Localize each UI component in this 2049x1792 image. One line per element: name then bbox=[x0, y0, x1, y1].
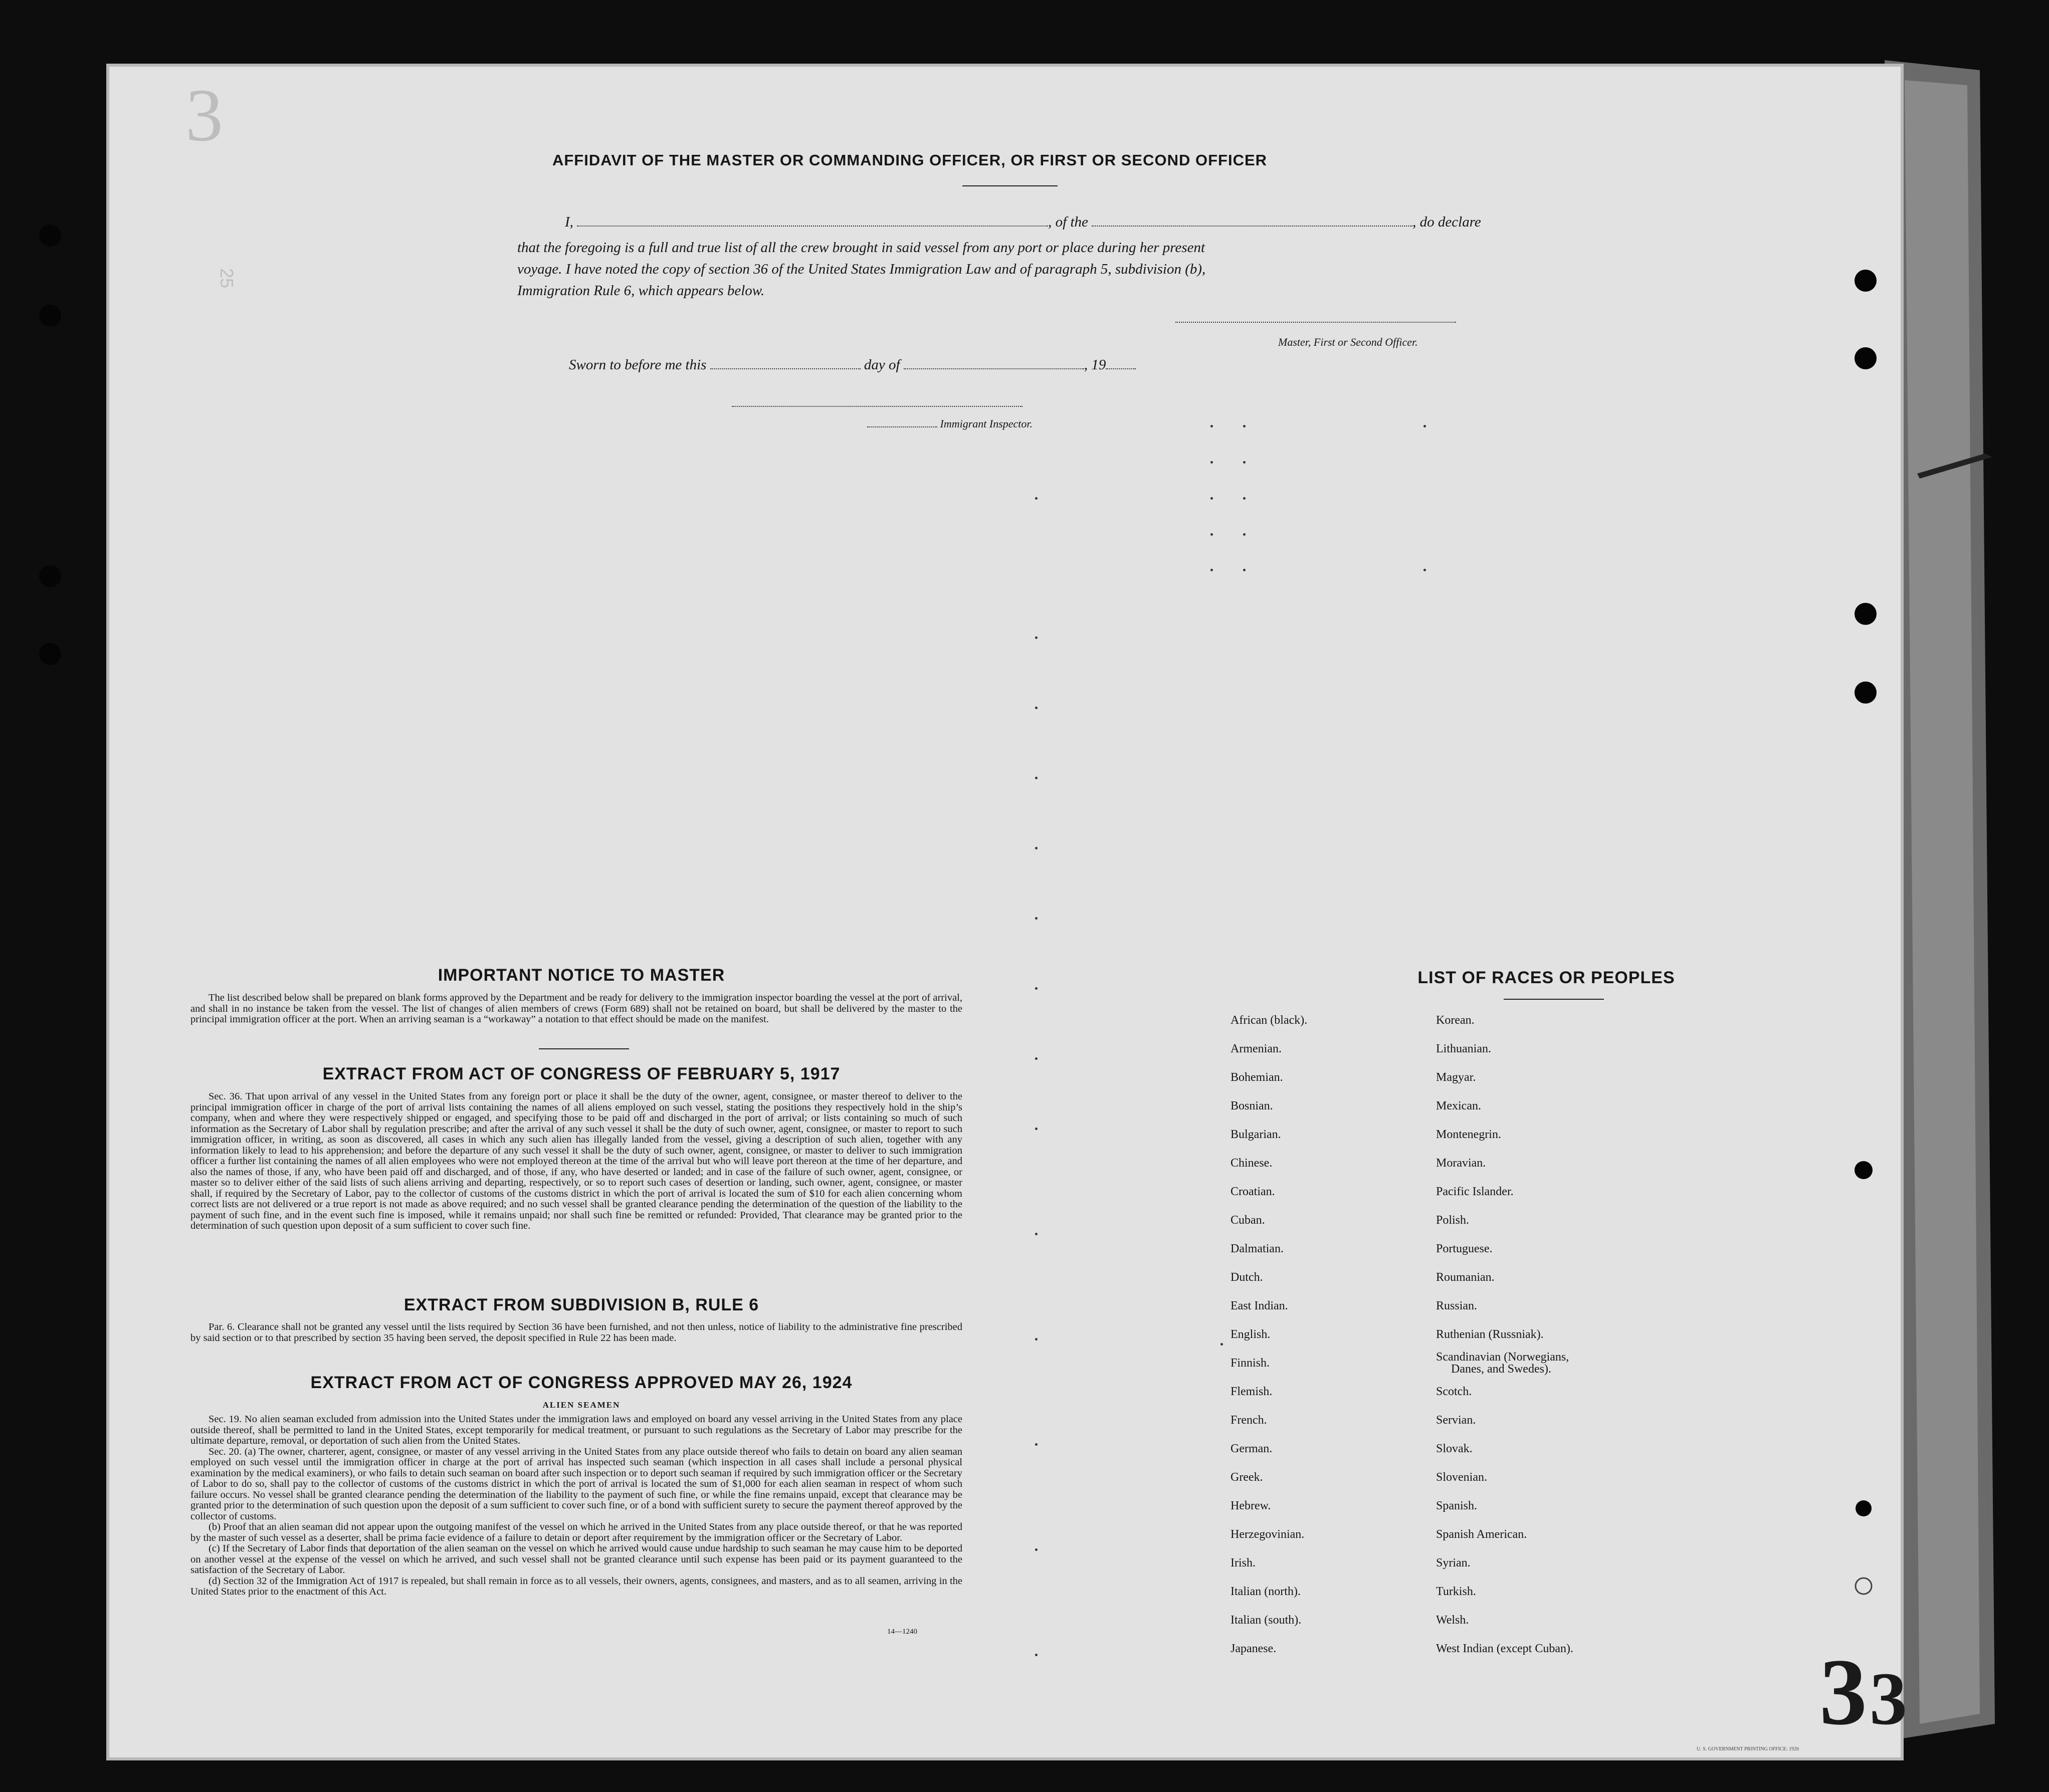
notice-paragraph: The list described below shall be prepared on blank forms approved by the Department and be ready for delivery to the immigration inspector boarding the vessel at the port of arrival, and shall in no instance be taken from the vessel. The list of changes of alien members of crews (Form 689) shall not be retained on board, but shall be delivered by the master to the principal immigration officer at the port. When an arriving seaman is a “workaway” a notation to that effect should be made on the manifest. bbox=[190, 992, 962, 1025]
extract-1917-title: EXTRACT FROM ACT OF CONGRESS OF FEBRUARY 5, 1917 bbox=[322, 1064, 841, 1083]
race-item: Flemish. bbox=[1231, 1385, 1273, 1398]
race-item: Italian (south). bbox=[1231, 1614, 1302, 1627]
race-item: Welsh. bbox=[1436, 1614, 1469, 1627]
affidavit-title-rule bbox=[962, 185, 1058, 186]
notice-text bbox=[190, 993, 962, 1025]
affidavit-declaration-line bbox=[565, 214, 1617, 231]
race-item: Scotch. bbox=[1436, 1385, 1472, 1398]
race-item: Magyar. bbox=[1436, 1071, 1476, 1084]
affidavit-body bbox=[517, 237, 1620, 302]
race-item: Herzegovinian. bbox=[1231, 1528, 1305, 1541]
race-item: Montenegrin. bbox=[1436, 1128, 1501, 1141]
extract-rule6-paragraph: Par. 6. Clearance shall not be granted any vessel until the lists required by Section 36 have been furnished, and not then unless, notice of liability to the administrative fine prescribed by said section or to that prescribed by section 35 having been served, the deposit specified in Rule 22 has been made. bbox=[190, 1321, 962, 1343]
extract-1924-subtitle: ALIEN SEAMEN bbox=[542, 1400, 621, 1410]
svg-text:3: 3 bbox=[1870, 1657, 1907, 1740]
race-item: Pacific Islander. bbox=[1436, 1185, 1514, 1198]
race-item: Spanish. bbox=[1436, 1499, 1478, 1512]
race-item: Armenian. bbox=[1231, 1042, 1282, 1055]
races-left-column bbox=[1231, 1014, 1441, 1735]
sworn-month-field[interactable] bbox=[904, 368, 1084, 369]
sworn-line bbox=[569, 357, 1136, 373]
race-item: Russian. bbox=[1436, 1299, 1478, 1312]
race-item: Bosnian. bbox=[1231, 1099, 1273, 1112]
race-item: Moravian. bbox=[1436, 1157, 1486, 1170]
race-item: Dalmatian. bbox=[1231, 1242, 1284, 1255]
race-item: Turkish. bbox=[1436, 1585, 1476, 1598]
races-title-rule bbox=[1504, 999, 1604, 1000]
master-signature-label: Master, First or Second Officer. bbox=[1278, 336, 1418, 348]
race-item: Bohemian. bbox=[1231, 1071, 1283, 1084]
extract-1924-title: EXTRACT FROM ACT OF CONGRESS APPROVED MAY 26, 1924 bbox=[310, 1373, 853, 1392]
race-item: Servian. bbox=[1436, 1414, 1476, 1427]
side-number: 25 bbox=[217, 268, 237, 289]
race-item-continuation: Danes, and Swedes). bbox=[1451, 1363, 1551, 1376]
extract-rule6-text bbox=[190, 1322, 962, 1343]
inspector-line bbox=[867, 417, 1033, 430]
races-right-column bbox=[1436, 1014, 1697, 1735]
extract-1917-paragraph: Sec. 36. That upon arrival of any vessel in the United States from any foreign port or place it shall be the duty of the owner, agent, consignee, or master thereof to deliver to the principal immigration officer in charge of the port of arrival lists containing the names of all aliens employed on such vessel, stating the positions they respectively hold in the ship’s company, when and where they were respectively shipped or engaged, and specifying those to be paid off and discharged in the port of arrival; or lists containing so much of such information as the Secretary of Labor shall by regulation prescribe; and after the arrival of any such vessel it shall be the duty of such owner, agent, consignee, or master to report to such immigration officer, in writing, as soon as discovered, all cases in which any such alien has illegally landed from the vessel, giving a description of such alien, together with any information likely to lead to his apprehension; and before the departure of any such vessel it shall be the duty of such owner, agent, consignee, or master to deliver to such immigration officer a further list containing the names of all alien employees who were not employed thereon at the time of the arrival but who will leave port thereon at the time of her departure, and also the names of those, if any, who have been paid off and discharged, and of those, if any, who have deserted or landed; and in case of the failure of such owner, agent, consignee, or master so to deliver either of the said lists of such aliens arriving and departing, respectively, or so to report such cases of desertion or landing, such owner, agent, consignee, or master shall, if required by the Secretary of Labor, pay to the collector of customs of the customs district in which the port of arrival is located the sum of $10 for each alien concerning whom correct lists are not delivered or a true report is not made as above required; and no such vessel shall be granted clearance pending the determination of the question of the liability to the payment of such fine, and in the event such fine is imposed, while it remains unpaid; nor shall such fine be remitted or refunded: Provided, That clearance may be granted prior to the determination of such question upon deposit of a sum sufficient to cover such fine. bbox=[190, 1091, 962, 1231]
race-item: Bulgarian. bbox=[1231, 1128, 1281, 1141]
race-item: Portuguese. bbox=[1436, 1242, 1493, 1255]
race-item: Irish. bbox=[1231, 1556, 1256, 1570]
printer-imprint: U. S. GOVERNMENT PRINTING OFFICE: 1926 bbox=[1697, 1746, 1799, 1752]
race-item: French. bbox=[1231, 1414, 1267, 1427]
race-item: African (black). bbox=[1231, 1014, 1308, 1027]
master-signature-field[interactable] bbox=[1175, 322, 1456, 323]
race-item: Roumanian. bbox=[1436, 1271, 1495, 1284]
declare-label: , do declare bbox=[1412, 214, 1481, 230]
race-item: German. bbox=[1231, 1442, 1273, 1455]
race-item: Slovak. bbox=[1436, 1442, 1473, 1455]
affidavit-body-line-2: voyage. I have noted the copy of section 36 of the United States Immigration Law and of paragraph 5, subdivision (b), bbox=[517, 261, 1206, 277]
form-page bbox=[108, 65, 1902, 1759]
race-item: Greek. bbox=[1231, 1471, 1263, 1484]
sec-19-paragraph: Sec. 19. No alien seaman excluded from admission into the United States under the immigration laws and employed on board any vessel arriving in the United States from any place outside thereof, shall be permitted to land in the United States, except temporarily for medical treatment, or pursuant to such regulations as the Secretary of Labor may prescribe for the ultimate departure, removal, or deportation of such alien from the United States. bbox=[190, 1414, 962, 1446]
extract-1917-text bbox=[190, 1091, 962, 1232]
race-item: Japanese. bbox=[1231, 1642, 1277, 1655]
sworn-year-field[interactable] bbox=[1106, 368, 1136, 369]
sec-20d-paragraph: (d) Section 32 of the Immigration Act of 1917 is repealed, but shall remain in force as to all vessels, their owners, agents, consignees, and masters, and as to all seamen, arriving in the United States prior to the enactment of this Act. bbox=[190, 1575, 962, 1597]
sec-20c-paragraph: (c) If the Secretary of Labor finds that deportation of the alien seaman on the vessel on which he arrived would cause undue hardship to such seaman he may cause him to be deported on another vessel at the expense of the vessel on which he arrived, and such vessel shall not be granted clearance until such expense has been paid or its payment guaranteed to the satisfaction of the Secretary of Labor. bbox=[190, 1543, 962, 1576]
race-item: Syrian. bbox=[1436, 1556, 1471, 1570]
of-the-label: , of the bbox=[1048, 214, 1088, 230]
race-item: Slovenian. bbox=[1436, 1471, 1487, 1484]
race-item: Mexican. bbox=[1436, 1099, 1481, 1112]
extract-1924-text bbox=[190, 1414, 962, 1598]
sec-20b-paragraph: (b) Proof that an alien seaman did not appear upon the outgoing manifest of the vessel on which he arrived in the United States from any place outside thereof, or that he was reported by the master of such vessel as a deserter, shall be prima facie evidence of a failure to detain or deport after requirement by the immigration officer or the Secretary of Labor. bbox=[190, 1521, 962, 1543]
name-field[interactable] bbox=[577, 226, 1048, 227]
day-of-label: day of bbox=[864, 357, 900, 373]
race-item: Ruthenian (Russniak). bbox=[1436, 1328, 1544, 1341]
race-item: West Indian (except Cuban). bbox=[1436, 1642, 1573, 1655]
race-item: Spanish American. bbox=[1436, 1528, 1527, 1541]
vessel-field[interactable] bbox=[1092, 226, 1412, 227]
race-item: Cuban. bbox=[1231, 1214, 1265, 1227]
sworn-day-field[interactable] bbox=[710, 368, 861, 369]
affidavit-body-line-1: that the foregoing is a full and true list of all the crew brought in said vessel from any port or place during her present bbox=[517, 240, 1205, 256]
affidavit-body-line-3: Immigration Rule 6, which appears below. bbox=[517, 283, 765, 299]
bottom-right-page-number: 3 bbox=[1819, 1640, 1867, 1745]
race-item: English. bbox=[1231, 1328, 1271, 1341]
race-item: Korean. bbox=[1436, 1014, 1475, 1027]
inspector-label: Immigrant Inspector. bbox=[940, 417, 1033, 430]
extract-rule6-title: EXTRACT FROM SUBDIVISION B, RULE 6 bbox=[403, 1295, 759, 1314]
race-item: Finnish. bbox=[1231, 1357, 1270, 1370]
top-left-page-number: 3 bbox=[185, 74, 223, 157]
sec-20a-paragraph: Sec. 20. (a) The owner, charterer, agent, consignee, or master of any vessel arriving in the United States from any place outside thereof who fails to detain on board any alien seaman employed on such vessel until the immigration officer in charge at the port of arrival has inspected such seaman (which inspection in all cases shall include a personal physical examination by the medical examiners), or who fails to detain such seaman on board after such inspection or to deport such seaman if required by such immigration officer or the Secretary of Labor to do so, shall pay to the collector of customs of the customs district in which the port of arrival is located the sum of $1,000 for each alien seaman in respect of whom such failure occurs. No vessel shall be granted clearance pending the determination of the liability to the payment of such fine, or while the fine remains unpaid, except that clearance may be granted prior to the determination of such question upon the deposit of a sum sufficient to cover such fine, or of a bond with sufficient surety to secure the payment thereof approved by the collector of customs. bbox=[190, 1446, 962, 1522]
affidavit-i-label: I, bbox=[565, 214, 573, 230]
year-label: , 19 bbox=[1084, 357, 1106, 373]
sworn-label: Sworn to before me this bbox=[569, 357, 707, 373]
races-title: LIST OF RACES OR PEOPLES bbox=[1417, 968, 1675, 987]
race-item: Dutch. bbox=[1231, 1271, 1263, 1284]
affidavit-title: AFFIDAVIT OF THE MASTER OR COMMANDING OFFICER, OR FIRST OR SECOND OFFICER bbox=[552, 151, 1268, 169]
form-number: 14—1240 bbox=[887, 1628, 917, 1636]
notice-title: IMPORTANT NOTICE TO MASTER bbox=[438, 966, 725, 985]
race-item: Italian (north). bbox=[1231, 1585, 1301, 1598]
notice-rule bbox=[539, 1048, 629, 1049]
race-item: Lithuanian. bbox=[1436, 1042, 1491, 1055]
inspector-signature-field[interactable] bbox=[732, 406, 1022, 407]
race-item: East Indian. bbox=[1231, 1299, 1288, 1312]
race-item: Hebrew. bbox=[1231, 1499, 1271, 1512]
race-item: Croatian. bbox=[1231, 1185, 1275, 1198]
race-item: Polish. bbox=[1436, 1214, 1470, 1227]
race-item: Scandinavian (Norwegians, bbox=[1436, 1351, 1569, 1364]
race-item: Chinese. bbox=[1231, 1157, 1273, 1170]
